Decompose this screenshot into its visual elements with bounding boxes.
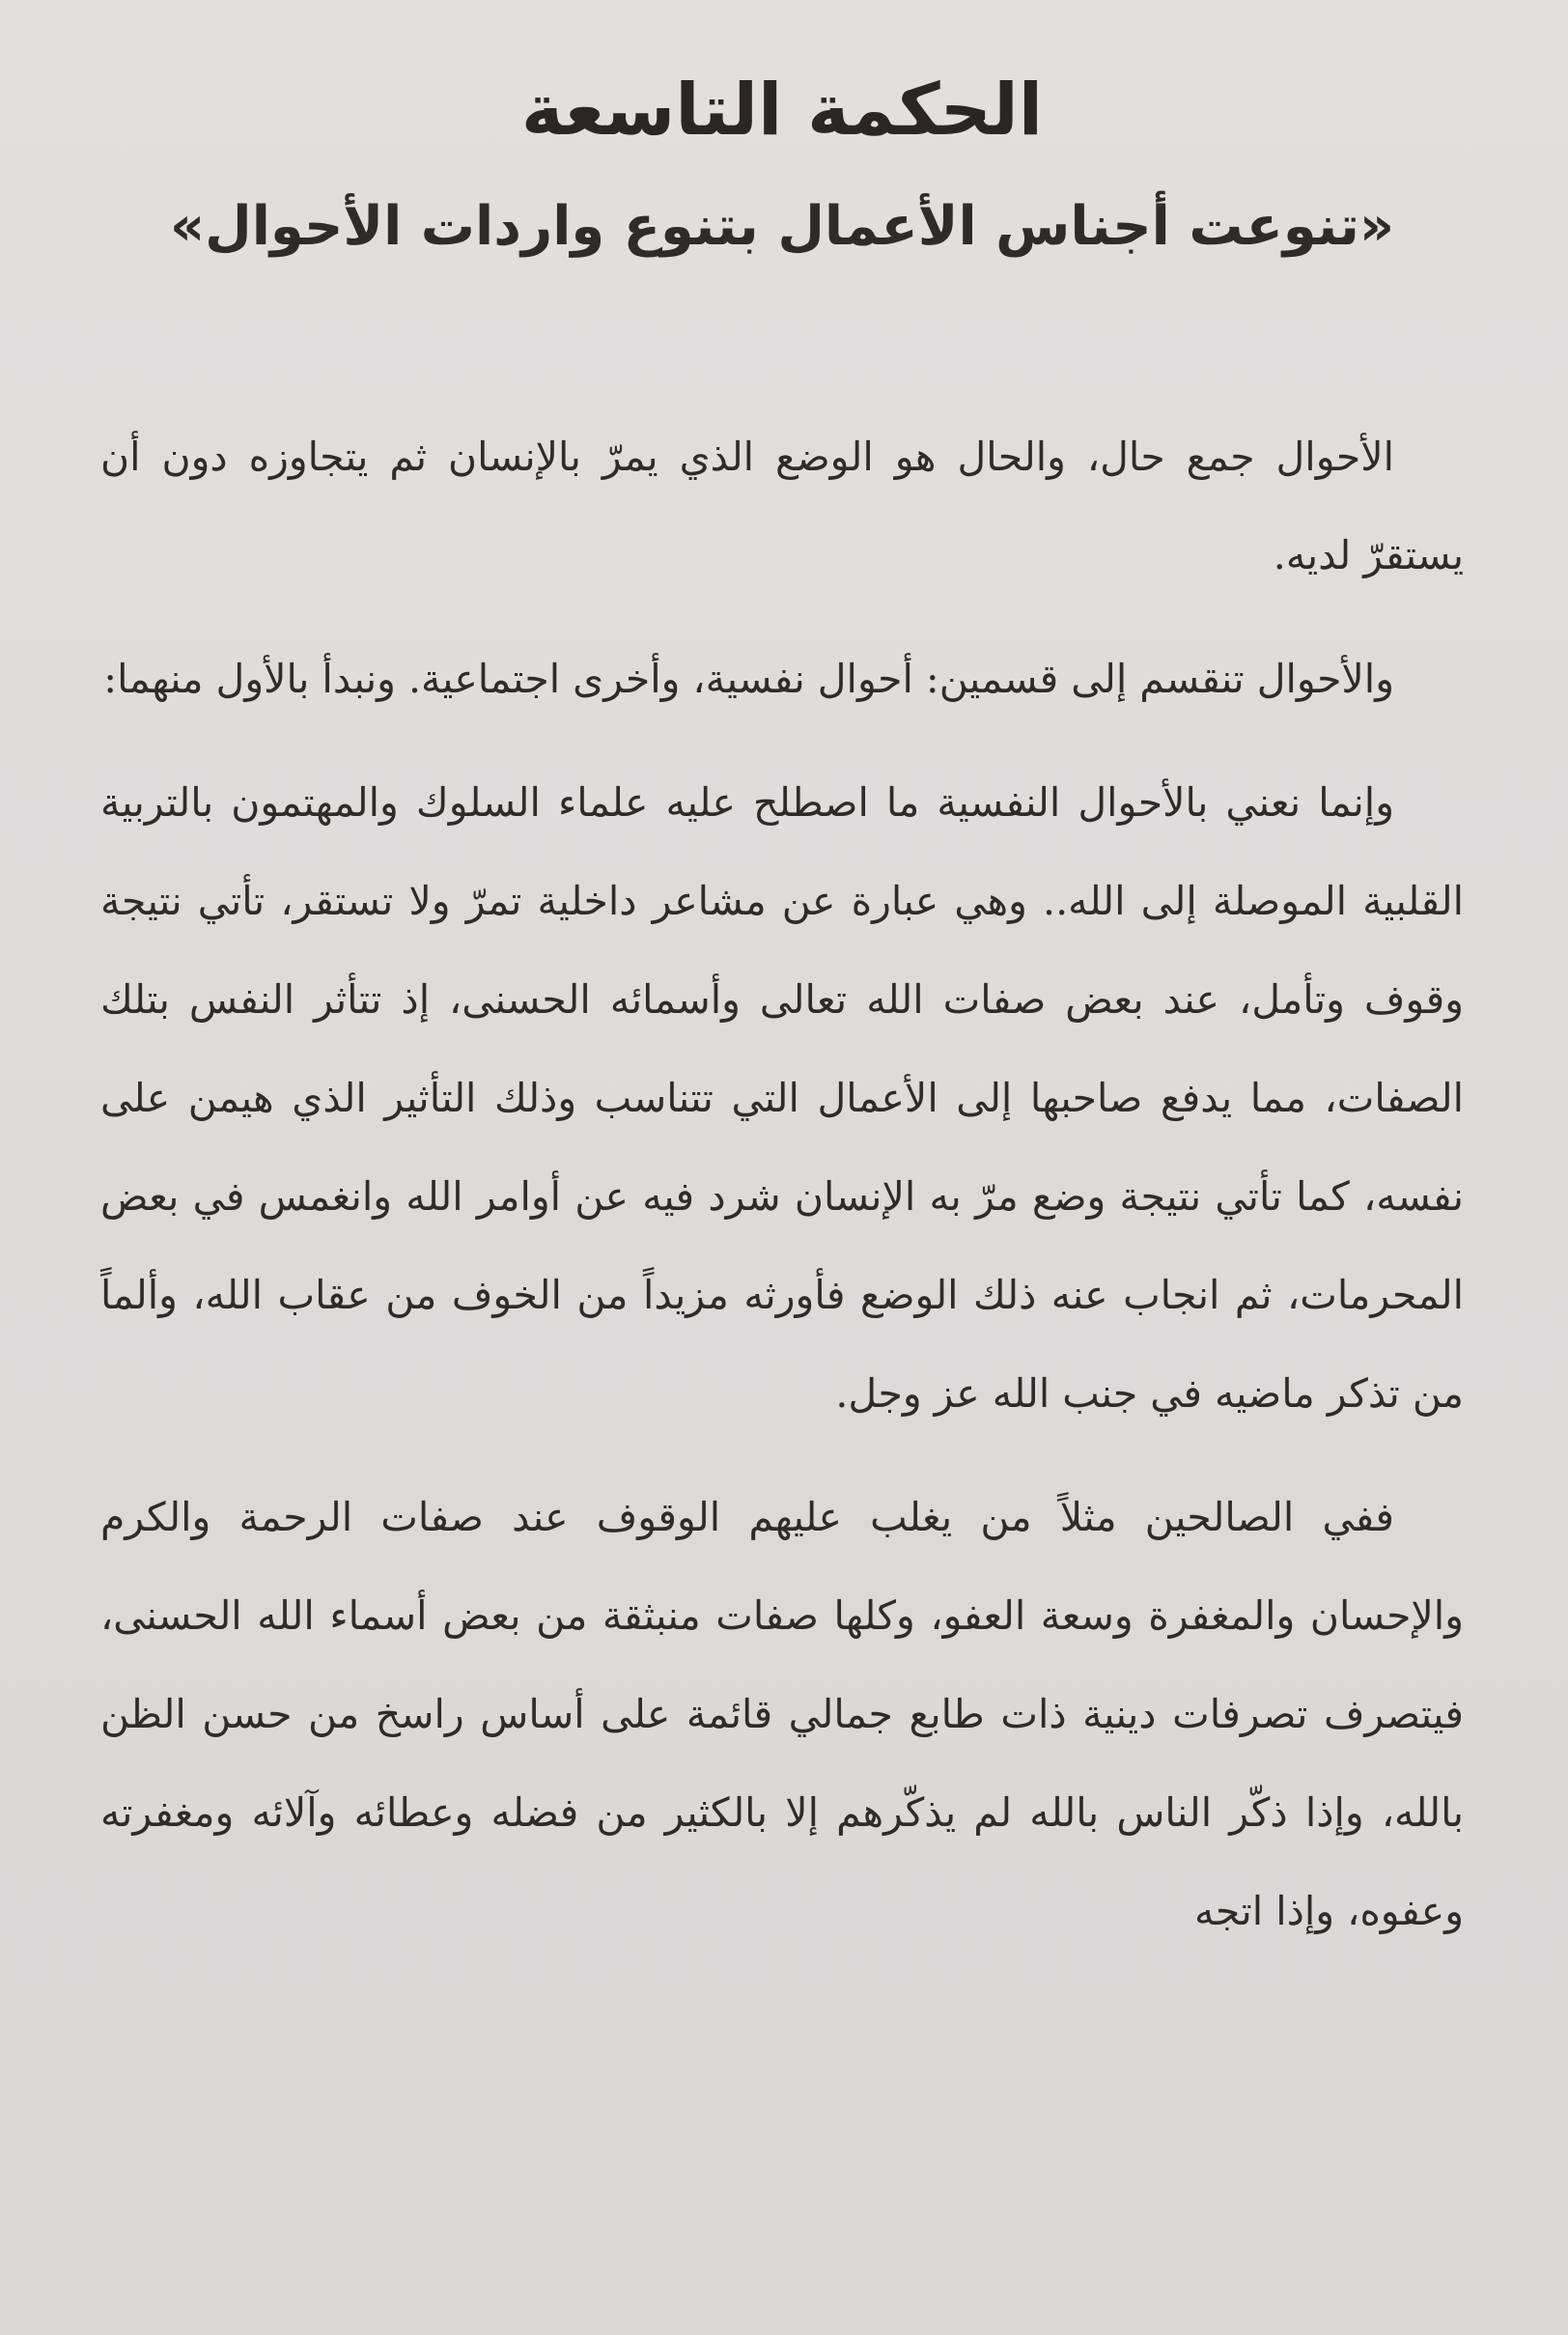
chapter-subtitle: «تنوعت أجناس الأعمال بتنوع واردات الأحوال» xyxy=(169,194,1395,258)
body-text xyxy=(100,408,1464,1960)
paragraph-division: والأحوال تنقسم إلى قسمين: أحوال نفسية، وأخرى اجتماعية. ونبدأ بالأول منهما: xyxy=(103,655,1394,702)
paragraph-psychological-states: وإنما نعني بالأحوال النفسية ما اصطلح عليه علماء السلوك والمهتمون بالتربية القلبية الموصلة إلى الله.. وهي عبارة عن مشاعر داخلية تمرّ ولا تستقر، تأتي نتيجة وقوف وتأمل، عند بعض صفات الله تعالى وأسمائه الحسنى، إذ تتأثر النفس بتلك الصفات، مما يدفع صاحبها إلى الأعمال التي تتناسب وذلك التأثير الذي هيمن على نفسه، كما تأتي نتيجة وضع مرّ به الإنسان شرد فيه عن أوامر الله وانغمس في بعض المحرمات، ثم انجاب عنه ذلك الوضع فأورثه مزيداً من الخوف من عقاب الله، وألماً من تذكر ماضيه في جنب الله عز وجل. xyxy=(100,778,1464,1417)
chapter-title: الحكمة التاسعة xyxy=(520,69,1044,152)
paragraph-definition: الأحوال جمع حال، والحال هو الوضع الذي يمرّ بالإنسان ثم يتجاوزه دون أن يستقرّ لديه. xyxy=(100,433,1464,578)
paragraph-righteous-example: ففي الصالحين مثلاً من يغلب عليهم الوقوف عند صفات الرحمة والكرم والإحسان والمغفرة وسعة العفو، وكلها صفات منبثقة من بعض أسماء الله الحسنى، فيتصرف تصرفات دينية ذات طابع جمالي قائمة على أساس راسخ من حسن الظن بالله، وإذا ذكّر الناس بالله لم يذكّرهم إلا بالكثير من فضله وعطائه وآلائه ومغفرته وعفوه، وإذا اتجه xyxy=(100,1493,1464,1934)
